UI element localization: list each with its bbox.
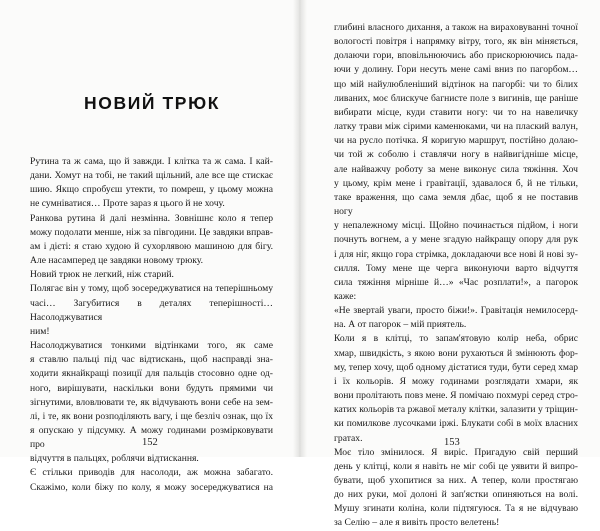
- text-line: Мушу згинати коліна, коли підтягуюся. Та я не відчуваю: [334, 503, 578, 515]
- text-line: му, тепер хочу, щоб одному дістатися туди, бути серед хмар: [334, 361, 578, 373]
- text-line: ним!: [30, 325, 50, 337]
- text-line: не сумніватися… Проте зараз я цього й не хочу.: [30, 198, 225, 210]
- text-line: долаючи гори, вповільнюючись або прискорюючись пада-: [334, 50, 578, 62]
- text-line: ючи у долину. Гори несуть мене самі вниз по пагорбом…: [334, 64, 578, 76]
- text-line: у цьому, крім мене і гравітації, здавалося б, й не тільки,: [334, 177, 578, 189]
- text-line: Насолоджуватися тонкими відтінками того, як саме: [30, 340, 273, 352]
- text-line: ам і дієті: я стаю худою й сухорлявою машиною для бігу.: [30, 240, 273, 252]
- text-line: ливаних, моє блискуче багнисте поле з вигинів, ще раніше: [334, 92, 578, 104]
- text-line: ходити якнайкращі позиції для пальців стосовно одне од-: [30, 368, 273, 380]
- text-line: вибирати місце, куди ставити ногу: чи то на навеличку: [334, 106, 578, 118]
- text-line: латку трави між сірими каменюками, чи на плаский валун,: [334, 121, 578, 133]
- right-page-text: [334, 21, 578, 531]
- text-line: і їх кольорів. Я можу годинами розглядати хмари, як: [334, 375, 578, 387]
- text-line: дани. Хомут на тобі, не такий щільний, але все ще стискає: [30, 170, 273, 182]
- text-line: зігнутими, вловлювати те, як відчувають вони себе на зем-: [30, 396, 273, 408]
- text-line: шию. Якщо спробуєш утекти, то помреш, у цьому можна: [30, 184, 273, 196]
- text-line: Ранкова рутина й далі незмінна. Зовнішнє коло я тепер: [30, 212, 273, 224]
- text-line: почнуть вогнем, а у мене згадую найкращу опору для рук: [334, 234, 578, 246]
- text-line: лі, і те, як вони розподіляють вагу, і ще безліч ознак, що їх: [30, 410, 273, 422]
- text-line: Є стільки приводів для насолоди, аж можна забагато.: [30, 467, 273, 479]
- text-line: Скажімо, коли біжу по колу, я можу зосереджуватися на: [30, 481, 273, 493]
- text-line: силля. Тому мене ще черга виконуючи варто відчуття: [334, 262, 578, 274]
- text-line: Новий трюк не легкий, ніж старий.: [30, 269, 174, 281]
- page-number-right: 153: [444, 437, 460, 448]
- text-line: сила тяжіння мірніше й…» «Час розплати!», а пагорок каже:: [334, 276, 578, 302]
- text-line: катих кольорів та ржавої металу клітки, залазити у тріщин-: [334, 404, 578, 416]
- text-line: і для ніг, якщо гора стрімка, докладаючи все нові й нові зу-: [334, 248, 578, 260]
- text-line: я опускаю у підсумку. А можу годинами розмірковувати про: [30, 424, 273, 451]
- text-line: до них руки, мої долоні й зап'ястки опиняються на волі.: [334, 489, 578, 501]
- text-line: бувати, щоб ухопитися за них. А тепер, коли простягаю: [334, 475, 578, 486]
- text-line: глибині власного дихання, а також на вираховуванні точної: [334, 22, 578, 33]
- text-line: Рутина та ж сама, що й завжди. І клітка та ж сама. І кай-: [30, 156, 273, 167]
- text-line: Моє тіло змінилося. Я виріс. Пригадую свій перший: [334, 446, 578, 458]
- text-line: Але насамперед це завдяки новому трюку.: [30, 255, 203, 267]
- text-line: «Не звертай уваги, просто біжи!». Гравітація немилосерд-: [334, 305, 578, 317]
- text-line: Полягає він у тому, щоб зосереджуватися на теперішньому: [30, 283, 273, 295]
- text-line: чи той ж соболю і ставлячи ногу в найвигідніше місце,: [334, 149, 578, 161]
- text-line: таке враження, що сама земля дбає, щоб я не поставив ногу: [334, 191, 578, 218]
- text-line: вони пролітають повз мене. Я помічаю похмурі серед стро-: [334, 390, 578, 402]
- text-line: можу подолати менше, ніж за півгодини. Це завдяки вправ-: [30, 226, 273, 238]
- text-line: часі… Загубитися в деталях теперішності… Насолоджуватися: [30, 297, 273, 323]
- text-line: ного, вирішувати, наскільки вони будуть прямими чи: [30, 382, 273, 394]
- text-line: на. А от пагорок – мій приятель.: [334, 319, 467, 331]
- text-line: Коли я в клітці, то запам'ятовую колір неба, обрис: [334, 333, 578, 345]
- text-line: вологості повітря і напрямку вітру, того, як він міняється,: [334, 36, 578, 48]
- text-line: день у клітці, коли я навіть не міг собі це уявити й випро-: [334, 460, 578, 472]
- text-line: відчуття в пальцях, роблячи відтискання.: [30, 453, 199, 465]
- text-line: я ставлю пальці під час відтискань, щоб насправді зна-: [30, 354, 273, 366]
- text-line: у непалежному місці. Щойно починається підйом, і ноги: [334, 220, 578, 232]
- chapter-title: НОВИЙ ТРЮК: [84, 93, 220, 113]
- text-line: чи на русло потічка. Я коригую маршрут, постійно долаю-: [334, 135, 578, 147]
- text-line: гратах.: [334, 432, 363, 444]
- text-line: але найважчу роботу за мене виконує сила тяжіння. Хоч: [334, 163, 578, 175]
- text-line: за Селію – але я вивіть просто велетень!: [334, 517, 500, 529]
- page-number-left: 152: [142, 437, 158, 448]
- left-page: [0, 0, 296, 493]
- right-page: [304, 0, 600, 529]
- text-line: ки помилкове лусочками іржі. Блукати собі в моїх власних: [334, 418, 578, 430]
- text-line: що мій найулюбленіший відтінок на пагорбі: чи то білих: [334, 78, 578, 90]
- text-line: хмар, швидкість, з якою вони рухаються й змінюють фор-: [334, 347, 578, 359]
